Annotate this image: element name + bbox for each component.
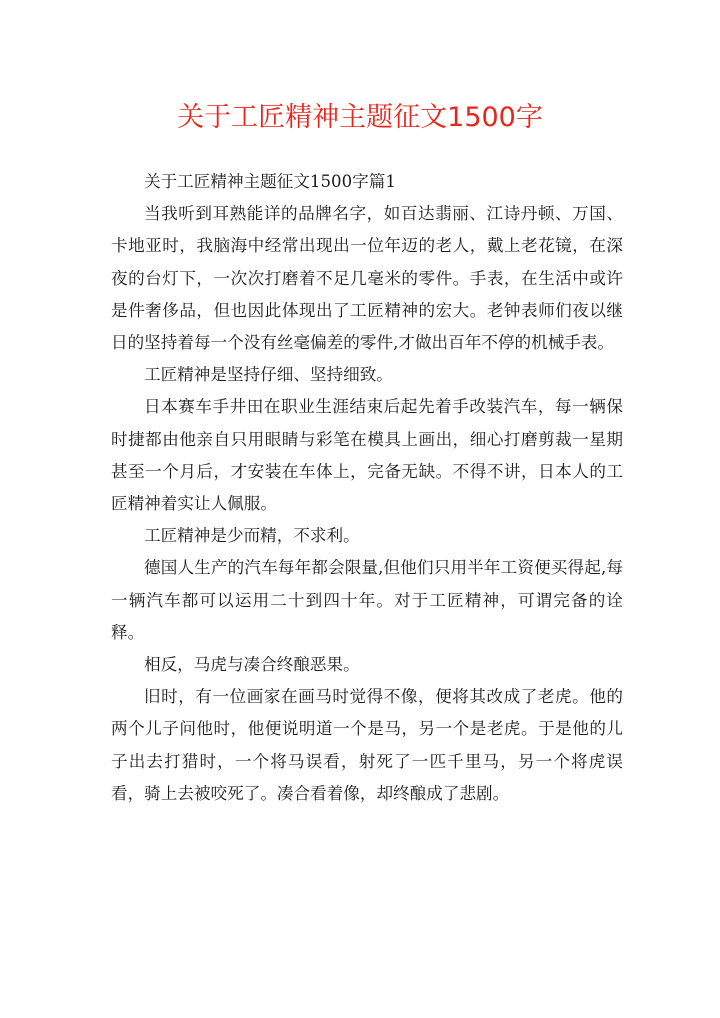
paragraph-german-cars: 德国人生产的汽车每年都会限量,但他们只用半年工资便买得起,每一辆汽车都可以运用二十到四十年。对于工匠精神，可谓完备的诠释。: [111, 558, 623, 642]
paragraph-point-contrary: 相反，马虎与凑合终酿恶果。: [144, 655, 360, 675]
paragraph-watchmakers: 当我听到耳熟能详的品牌名字，如百达翡丽、江诗丹顿、万国、卡地亚时，我脑海中经常出现出一位年迈的老人，戴上老花镜，在深夜的台灯下，一次次打磨着不足几毫米的零件。手表，在生活中或许是件奢侈品，但也因此体现出了工匠精神的宏大。老钟表师们夜以继日的坚持着每一个没有丝毫偏差的零件,才做出百年不停的机械手表。: [111, 204, 623, 353]
paragraph-point-careful: 工匠精神是坚持仔细、坚持细致。: [144, 365, 393, 385]
paragraph-painter-story: 旧时，有一位画家在画马时觉得不像，便将其改成了老虎。他的两个儿子问他时，他便说明道一个是马，另一个是老虎。于是他的儿子出去打猎时，一个将马误看，射死了一匹千里马，另一个将虎误看，骑上去被咬死了。凑合看着像，却终酿成了悲剧。: [111, 687, 623, 803]
section-heading: 关于工匠精神主题征文1500字篇1: [144, 172, 396, 191]
paragraph-point-quality: 工匠精神是少而精，不求利。: [144, 526, 360, 546]
document-title: 关于工匠精神主题征文1500字: [177, 102, 543, 133]
document-body: [111, 166, 623, 810]
paragraph-japanese-racer: 日本赛车手井田在职业生涯结束后起先着手改装汽车，每一辆保时捷都由他亲自只用眼睛与彩笔在模具上画出，细心打磨剪裁一星期甚至一个月后，才安装在车体上，完备无缺。不得不讲，日本人的工匠精神着实让人佩服。: [111, 397, 623, 514]
